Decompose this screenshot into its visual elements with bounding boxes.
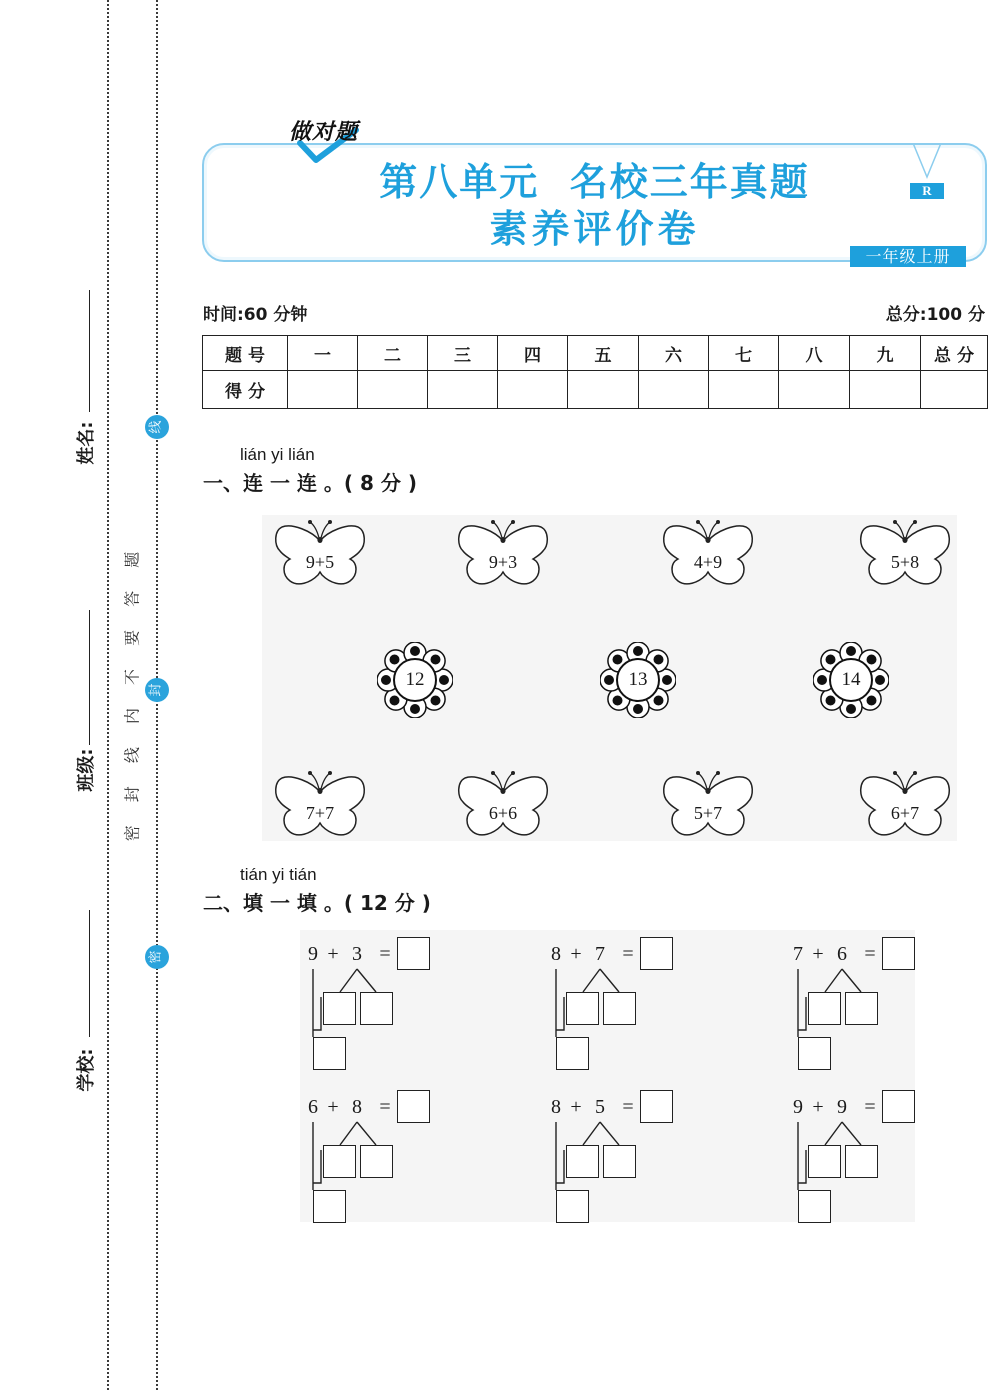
section1-title: 一、连 一 连 。( 8 分 ) xyxy=(203,471,417,495)
split-box-left xyxy=(808,1145,841,1178)
split-box-right xyxy=(603,992,636,1025)
addend-b: 5 xyxy=(595,1096,605,1118)
score-cell xyxy=(639,371,709,409)
column-header: 五 xyxy=(568,336,639,371)
section2-title: 二、填 一 填 。( 12 分 ) xyxy=(203,891,431,915)
column-header: 六 xyxy=(639,336,709,371)
addend-b: 6 xyxy=(837,943,847,965)
publisher-badge: R xyxy=(910,183,944,199)
butterfly-card xyxy=(272,768,368,840)
ribbon-icon xyxy=(905,143,950,183)
equals-sign: = xyxy=(864,943,876,965)
flower-number: 12 xyxy=(405,669,425,690)
answer-box xyxy=(640,937,673,970)
equals-sign: = xyxy=(622,1096,634,1118)
score-cell xyxy=(779,371,850,409)
split-box-right xyxy=(360,1145,393,1178)
equals-sign: = xyxy=(379,1096,391,1118)
score-cell xyxy=(498,371,568,409)
split-box-right xyxy=(845,992,878,1025)
make-ten-problem xyxy=(548,1090,674,1225)
make-ten-problem xyxy=(305,937,431,1072)
addend-a: 9 xyxy=(308,943,318,965)
flower-number: 13 xyxy=(628,669,648,690)
addend-b: 7 xyxy=(595,943,605,965)
score-cell xyxy=(850,371,921,409)
school-blank xyxy=(89,910,90,1037)
page-title: 第八单元 名校三年真题 xyxy=(379,160,810,204)
addend-b: 8 xyxy=(352,1096,362,1118)
addend-b: 3 xyxy=(352,943,362,965)
grade-tab: 一年级上册 xyxy=(850,246,966,267)
column-header: 总 分 xyxy=(921,336,988,371)
class-blank xyxy=(89,610,90,745)
answer-box xyxy=(397,1090,430,1123)
ten-box xyxy=(313,1190,346,1223)
butterfly-expression: 5+8 xyxy=(890,552,920,572)
butterfly-card xyxy=(455,768,551,840)
split-box-right xyxy=(845,1145,878,1178)
split-box-left xyxy=(323,1145,356,1178)
butterfly-card xyxy=(272,517,368,589)
answer-box xyxy=(882,937,915,970)
addend-a: 9 xyxy=(793,1096,803,1118)
answer-box xyxy=(397,937,430,970)
butterfly-expression: 6+7 xyxy=(890,803,920,823)
answer-box xyxy=(640,1090,673,1123)
butterfly-card xyxy=(857,517,953,589)
score-cell xyxy=(709,371,779,409)
split-box-left xyxy=(566,992,599,1025)
split-box-right xyxy=(360,992,393,1025)
butterfly-expression: 6+6 xyxy=(488,803,518,823)
flower-card xyxy=(813,642,889,718)
split-box-left xyxy=(323,992,356,1025)
score-label: 得 分 xyxy=(203,371,288,409)
brand-logo: 做对题 xyxy=(289,120,359,145)
butterfly-card xyxy=(857,768,953,840)
column-header: 二 xyxy=(358,336,428,371)
seal-mark-seal: 封 xyxy=(145,678,169,702)
butterfly-expression: 9+5 xyxy=(305,552,335,572)
make-ten-problem xyxy=(305,1090,431,1225)
plus-sign: + xyxy=(327,943,339,965)
column-header: 四 xyxy=(498,336,568,371)
page-subtitle: 素养评价卷 xyxy=(489,207,700,251)
answer-box xyxy=(882,1090,915,1123)
split-box-left xyxy=(808,992,841,1025)
split-box-left xyxy=(566,1145,599,1178)
butterfly-expression: 9+3 xyxy=(488,552,518,572)
equals-sign: = xyxy=(379,943,391,965)
seal-mark-line: 线 xyxy=(145,415,169,439)
score-cell xyxy=(428,371,498,409)
ten-box xyxy=(556,1190,589,1223)
column-header: 三 xyxy=(428,336,498,371)
score-cell xyxy=(921,371,988,409)
flower-card xyxy=(377,642,453,718)
butterfly-expression: 4+9 xyxy=(693,552,723,572)
table-row xyxy=(203,371,988,409)
ten-box xyxy=(313,1037,346,1070)
flower-number: 14 xyxy=(841,669,861,690)
name-blank xyxy=(89,290,90,412)
butterfly-expression: 5+7 xyxy=(693,803,723,823)
score-cell xyxy=(568,371,639,409)
addend-a: 7 xyxy=(793,943,803,965)
section2-pinyin: tián yi tián xyxy=(240,865,317,884)
exam-total-score: 总分:100 分 xyxy=(885,305,985,325)
addend-a: 6 xyxy=(308,1096,318,1118)
section1-pinyin: lián yi lián xyxy=(240,445,315,464)
table-row xyxy=(203,336,988,371)
plus-sign: + xyxy=(570,1096,582,1118)
equals-sign: = xyxy=(864,1096,876,1118)
column-header: 七 xyxy=(709,336,779,371)
butterfly-expression: 7+7 xyxy=(305,803,335,823)
exam-time: 时间:60 分钟 xyxy=(203,305,308,325)
seal-mark-secret: 密 xyxy=(145,945,169,969)
column-header: 八 xyxy=(779,336,850,371)
score-table xyxy=(202,335,988,409)
equals-sign: = xyxy=(622,943,634,965)
butterfly-card xyxy=(455,517,551,589)
plus-sign: + xyxy=(812,1096,824,1118)
plus-sign: + xyxy=(327,1096,339,1118)
make-ten-problem xyxy=(790,937,916,1072)
make-ten-problem xyxy=(548,937,674,1072)
score-cell xyxy=(288,371,358,409)
question-number-label: 题 号 xyxy=(203,336,288,371)
ten-box xyxy=(798,1037,831,1070)
score-cell xyxy=(358,371,428,409)
column-header: 九 xyxy=(850,336,921,371)
column-header: 一 xyxy=(288,336,358,371)
butterfly-card xyxy=(660,517,756,589)
addend-a: 8 xyxy=(551,943,561,965)
make-ten-problem xyxy=(790,1090,916,1225)
addend-a: 8 xyxy=(551,1096,561,1118)
addend-b: 9 xyxy=(837,1096,847,1118)
plus-sign: + xyxy=(812,943,824,965)
flower-card xyxy=(600,642,676,718)
plus-sign: + xyxy=(570,943,582,965)
split-box-right xyxy=(603,1145,636,1178)
ten-box xyxy=(798,1190,831,1223)
binding-dotted-line-outer xyxy=(107,0,109,1390)
butterfly-card xyxy=(660,768,756,840)
ten-box xyxy=(556,1037,589,1070)
